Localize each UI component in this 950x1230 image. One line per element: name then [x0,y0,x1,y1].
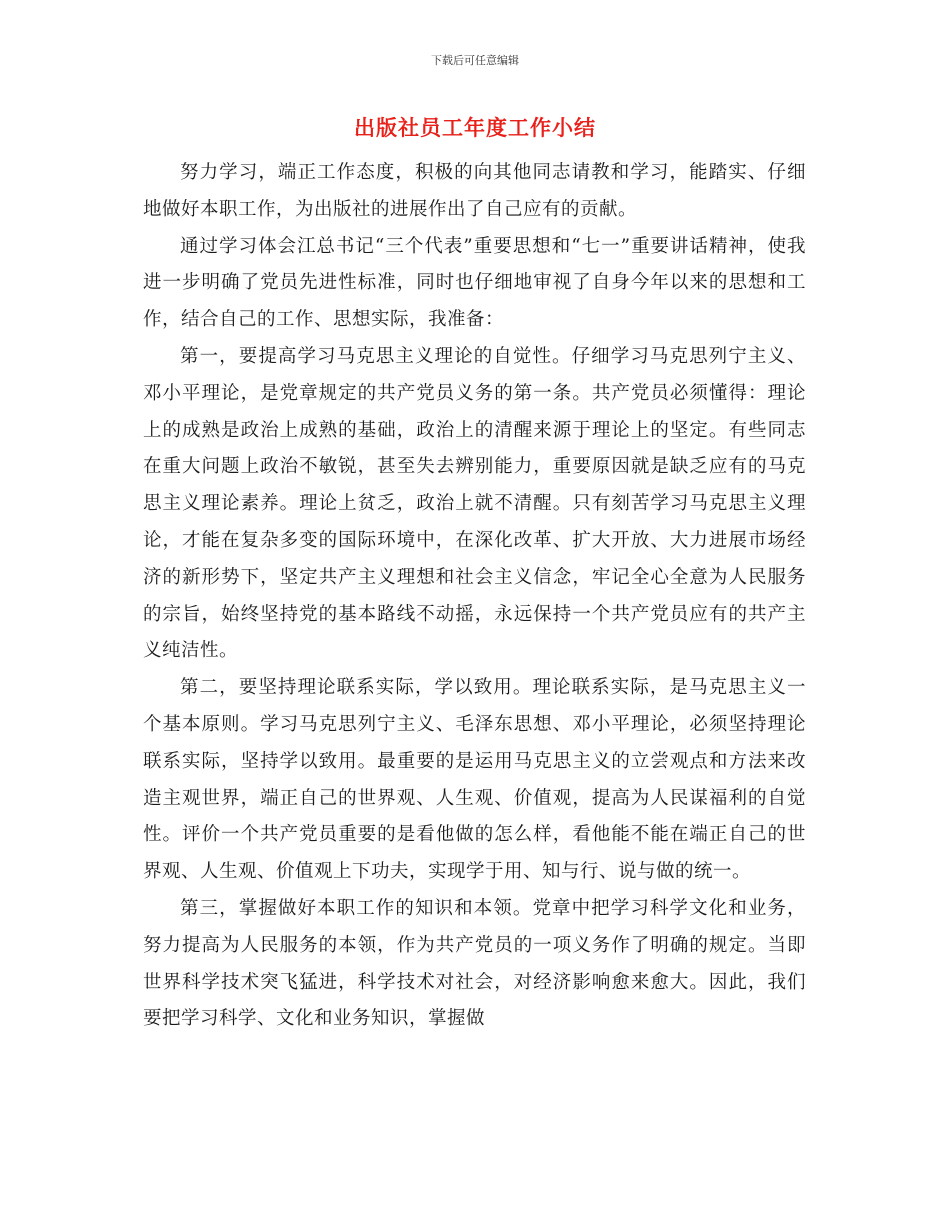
paragraph-first-point: 第一，要提高学习马克思主义理论的自觉性。仔细学习马克思列宁主义、邓小平理论，是党章规定的共产党员义务的第一条。共产党员必须懂得：理论上的成熟是政治上成熟的基础，政治上的清醒来源于理论上的坚定。有些同志在重大问题上政治不敏锐，甚至失去辨别能力，重要原因就是缺乏应有的马克思主义理论素养。理论上贫乏，政治上就不清醒。只有刻苦学习马克思主义理论，才能在复杂多变的国际环境中，在深化改革、扩大开放、大力进展市场经济的新形势下，坚定共产主义理想和社会主义信念，牢记全心全意为人民服务的宗旨，始终坚持党的基本路线不动摇，永远保持一个共产党员应有的共产主义纯洁性。 [143,345,806,662]
paragraph-intro: 努力学习，端正工作态度，积极的向其他同志请教和学习，能踏实、仔细地做好本职工作，为出版社的进展作出了自己应有的贡献。 [143,162,806,220]
paragraph-third-point: 第三，掌握做好本职工作的知识和本领。党章中把学习科学文化和业务，努力提高为人民服务的本领，作为共产党员的一项义务作了明确的规定。当即世界科学技术突飞猛进，科学技术对社会，对经济影响愈来愈大。因此，我们要把学习科学、文化和业务知识，掌握做 [143,897,806,1030]
document-title: 出版社员工年度工作小结 [354,115,596,140]
paragraph-study: 通过学习体会江总书记“三个代表”重要思想和“七一”重要讲话精神，使我进一步明确了党员先进性标准，同时也仔细地审视了自身今年以来的思想和工作，结合自己的工作、思想实际，我准备： [143,235,806,331]
page-header-note: 下载后可任意编辑 [431,54,519,67]
document-body [143,155,806,1038]
paragraph-second-point: 第二，要坚持理论联系实际，学以致用。理论联系实际，是马克思主义一个基本原则。学习马克思列宁主义、毛泽东思想、邓小平理论，必须坚持理论联系实际，坚持学以致用。最重要的是运用马克思主义的立尝观点和方法来改造主观世界，端正自己的世界观、人生观、价值观，提高为人民谋福利的自觉性。评价一个共产党员重要的是看他做的怎么样，看他能不能在端正自己的世界观、人生观、价值观上下功夫，实现学于用、知与行、说与做的统一。 [143,677,806,883]
